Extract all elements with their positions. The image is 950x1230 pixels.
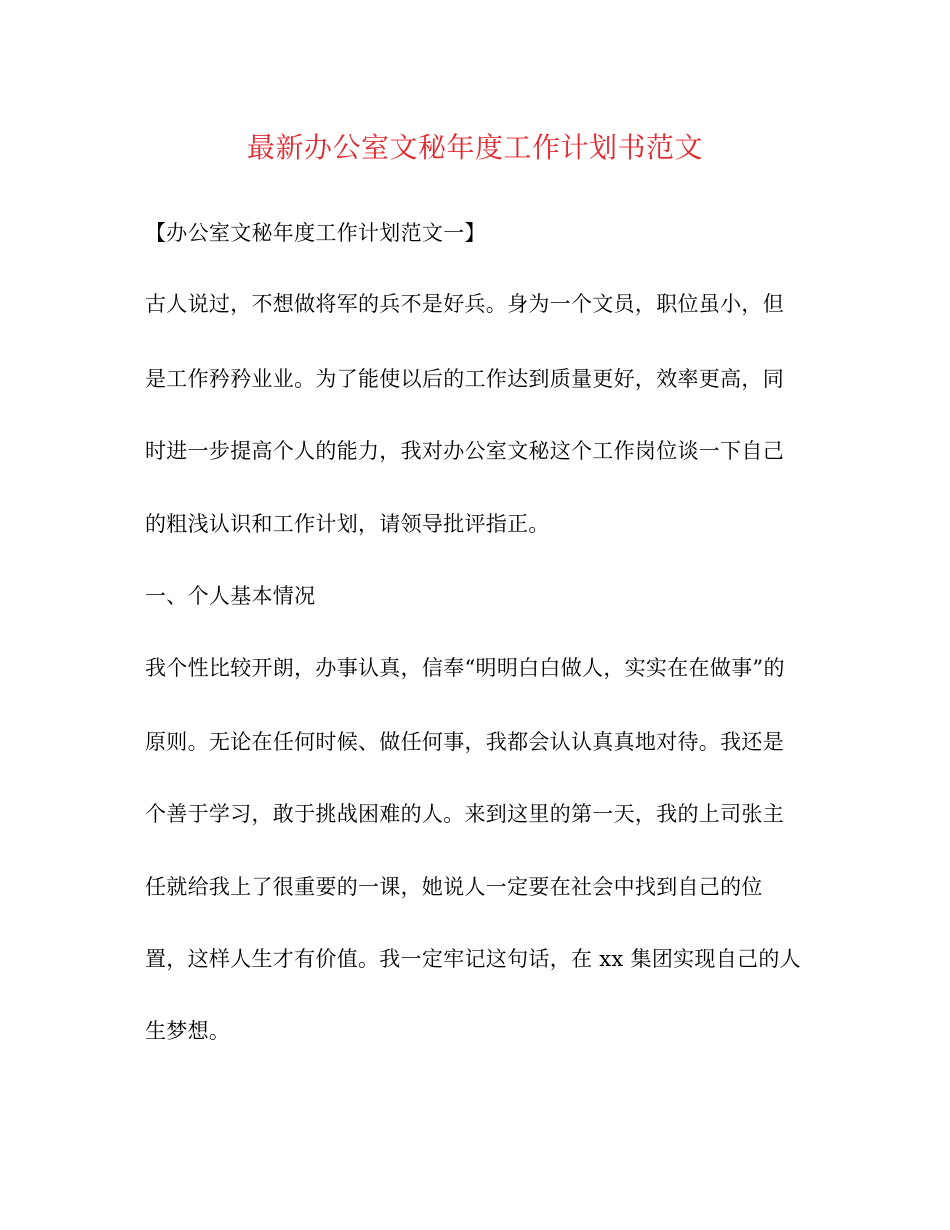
document-title: 最新办公室文秘年度工作计划书范文	[246, 131, 703, 164]
paragraph-line: 置，这样人生才有价值。我一定牢记这句话，在 xx 集团实现自己的人	[145, 947, 801, 971]
paragraph-line: 古人说过，不想做将军的兵不是好兵。身为一个文员，职位虽小，但	[145, 292, 784, 316]
section-heading-basic-info: 一、个人基本情况	[145, 584, 316, 608]
section-heading-example-one: 【办公室文秘年度工作计划范文一】	[145, 221, 486, 245]
paragraph-line: 我个性比较开朗，办事认真，信奉“明明白白做人，实实在在做事”的	[145, 656, 785, 680]
paragraph-line: 生梦想。	[145, 1019, 231, 1043]
paragraph-line: 是工作矜矜业业。为了能使以后的工作达到质量更好，效率更高，同	[145, 367, 784, 391]
paragraph-line: 的粗浅认识和工作计划，请领导批评指正。	[145, 512, 550, 536]
paragraph-line: 原则。无论在任何时候、做任何事，我都会认认真真地对待。我还是	[145, 730, 784, 754]
paragraph-line: 任就给我上了很重要的一课，她说人一定要在社会中找到自己的位	[145, 875, 763, 899]
paragraph-line: 时进一步提高个人的能力，我对办公室文秘这个工作岗位谈一下自己	[145, 439, 784, 463]
paragraph-line: 个善于学习，敢于挑战困难的人。来到这里的第一天，我的上司张主	[145, 802, 784, 826]
